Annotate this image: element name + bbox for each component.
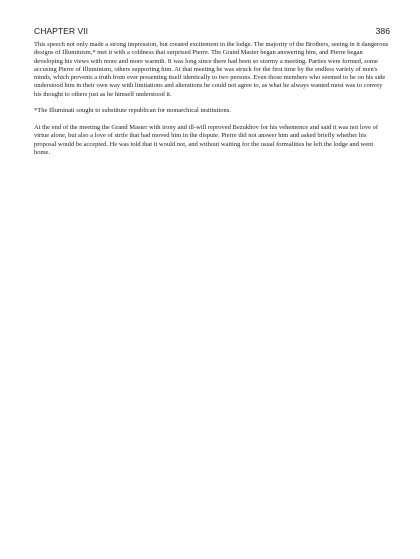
footnote-illuminati: *The Illuminati sought to substitute republican for monarchical institutions. bbox=[34, 107, 231, 115]
body-text bbox=[34, 41, 390, 165]
paragraph-meeting-end: At the end of the meeting the Grand Master with irony and ill-will reproved Bezukhov for his vehemence and said it was not love of virtue alone, but also a love of strife that had moved him in the dispute. Pierre did not answer him and asked briefly whether his proposal would be accepted. He was told that it would not, and without waiting for the usual formalities he left the lodge and went home. bbox=[34, 123, 379, 156]
page-number: 386 bbox=[375, 26, 390, 36]
paragraph-speech-impression: This speech not only made a strong impression, but created excitement in the lodge. The majority of the Brothers, seeing in it dangerous designs of Illuminism,* met it with a coldness that surprised Pierre. The Grand Master began answering him, and Pierre began developing his views with more and more warmth. It was long since there had been so stormy a meeting. Parties were formed, some accusing Pierre of Illuminism, others supporting him. At that meeting he was struck for the first time by the endless variety of men's minds, which prevents a truth from ever presenting itself identically to two persons. Even those members who seemed to be on his side understood him in their own way with limitations and alterations he could not agree to, as what he always wanted most was to convey his thought to others just as he himself understood it. bbox=[34, 41, 389, 98]
chapter-heading: CHAPTER VII bbox=[34, 26, 88, 36]
running-header bbox=[34, 25, 390, 37]
